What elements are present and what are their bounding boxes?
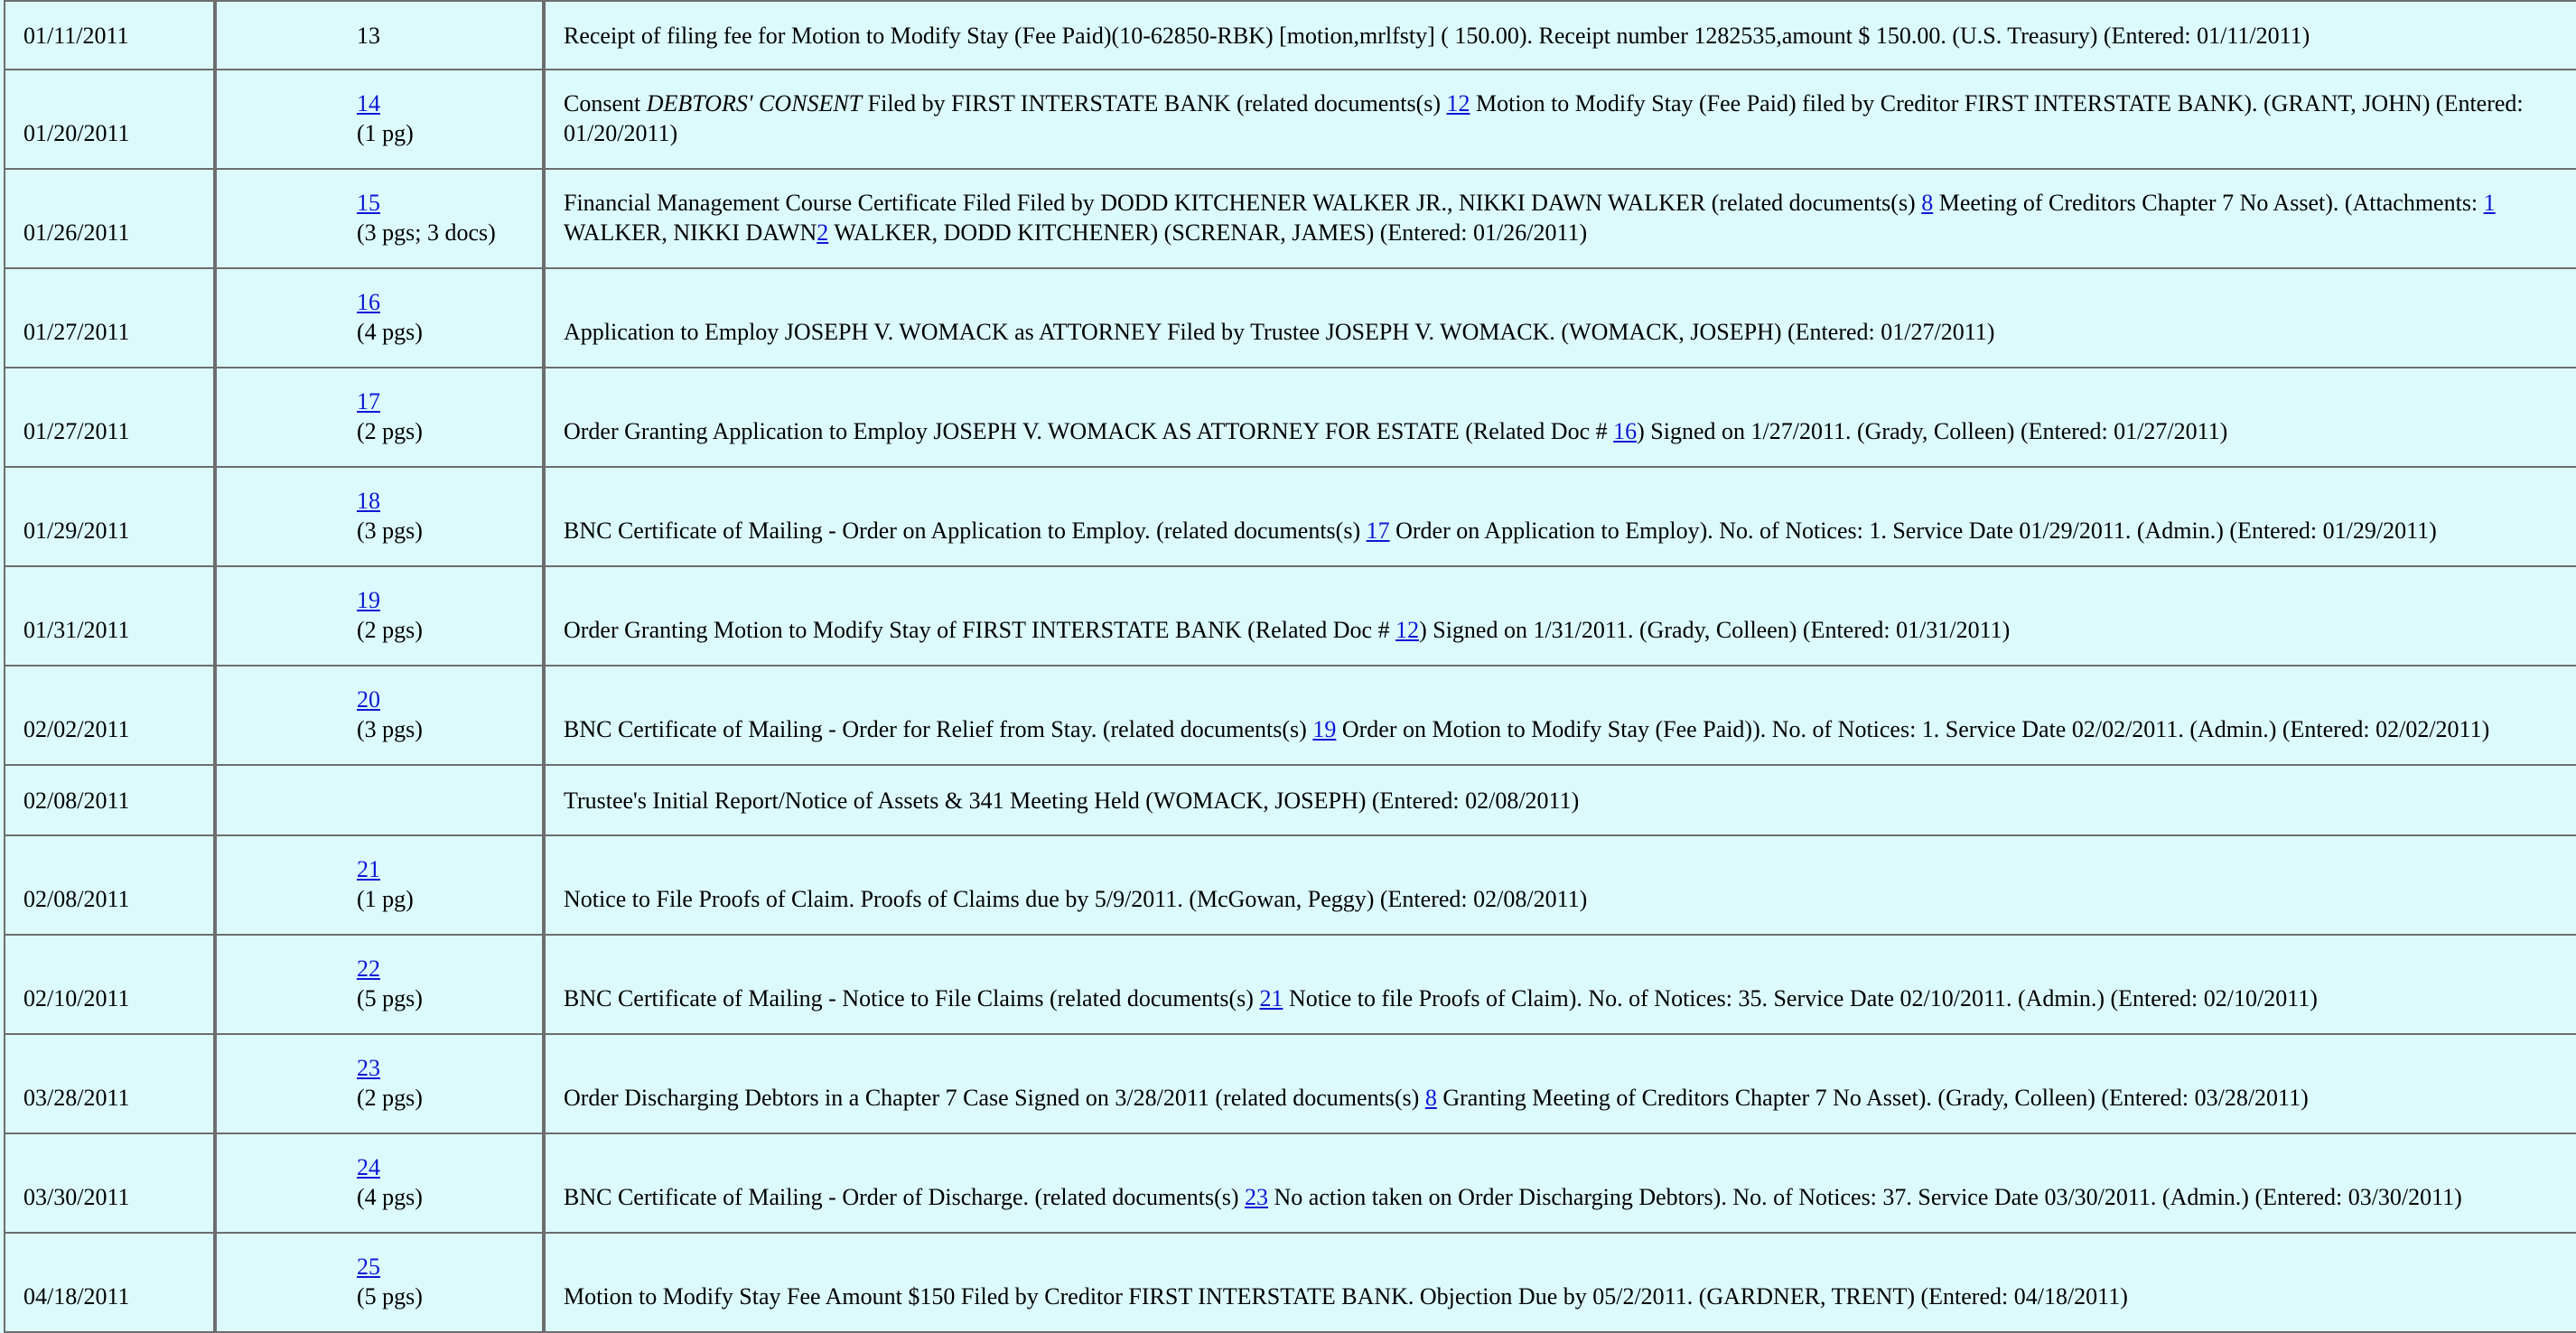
document-number-cell	[215, 1134, 544, 1234]
document-number-cell	[215, 269, 544, 368]
docket-text: Filed by FIRST INTERSTATE BANK (related documents(s)	[862, 90, 1447, 117]
filing-date-cell	[4, 1035, 215, 1134]
document-number-cell	[215, 368, 544, 468]
docket-text-cell	[544, 1234, 2576, 1333]
page-count: (2 pgs)	[357, 1085, 423, 1111]
page-count: (3 pgs; 3 docs)	[357, 219, 496, 246]
document-number-cell	[215, 170, 544, 269]
document-number-link[interactable]: 20	[357, 686, 380, 713]
document-number-cell	[215, 766, 544, 836]
related-document-link[interactable]: 8	[1921, 190, 1934, 216]
docket-row	[4, 567, 2576, 666]
document-number-cell	[215, 70, 544, 170]
document-number-cell	[215, 1035, 544, 1134]
docket-text: BNC Certificate of Mailing - Order on Application to Employ. (related documents(s)	[564, 517, 1367, 544]
docket-text: BNC Certificate of Mailing - Notice to File Claims (related documents(s)	[564, 985, 1260, 1011]
docket-text: Receipt of filing fee for Motion to Modify Stay (Fee Paid)(10-62850-RBK) [motion,mrlfsty] ( 150.00). Receipt number 1282535,amount $ 150.00. (U.S. Treasury) (Entered: 01/11/2011)	[564, 22, 2310, 49]
docket-row	[4, 1134, 2576, 1234]
docket-row	[4, 170, 2576, 269]
related-document-link[interactable]: 17	[1366, 517, 1390, 544]
docket-text: BNC Certificate of Mailing - Order of Discharge. (related documents(s)	[564, 1184, 1245, 1210]
related-document-link[interactable]: 12	[1446, 90, 1470, 117]
document-number-cell	[215, 836, 544, 936]
document-number-link[interactable]: 22	[357, 955, 380, 982]
related-document-link[interactable]: 12	[1395, 617, 1420, 643]
docket-body	[4, 0, 2576, 1333]
filing-date: 01/27/2011	[23, 319, 130, 345]
docket-text: Order Granting Motion to Modify Stay of FIRST INTERSTATE BANK (Related Doc #	[564, 617, 1396, 643]
document-number: 13	[357, 22, 380, 49]
document-number-cell	[215, 468, 544, 567]
docket-text-cell	[544, 170, 2576, 269]
document-number-link[interactable]: 17	[357, 388, 380, 415]
docket-row	[4, 936, 2576, 1035]
document-number-link[interactable]: 21	[357, 856, 380, 882]
filing-date-cell	[4, 70, 215, 170]
related-document-link[interactable]: 23	[1245, 1184, 1268, 1210]
page-count: (3 pgs)	[357, 716, 423, 742]
document-number-link[interactable]: 18	[357, 488, 380, 514]
filing-date: 03/30/2011	[23, 1184, 130, 1210]
filing-date: 01/31/2011	[23, 617, 130, 643]
docket-text: BNC Certificate of Mailing - Order for Relief from Stay. (related documents(s)	[564, 716, 1313, 742]
docket-text-cell	[544, 936, 2576, 1035]
document-number-cell	[215, 666, 544, 766]
filing-date: 02/08/2011	[23, 787, 130, 814]
document-number-cell	[215, 1234, 544, 1333]
docket-text-italic: DEBTORS' CONSENT	[646, 90, 863, 117]
filing-date: 01/20/2011	[23, 120, 130, 146]
filing-date: 01/11/2011	[23, 22, 129, 49]
docket-text: Notice to file Proofs of Claim). No. of Notices: 35. Service Date 02/10/2011. (Admin.) (Entered: 02/10/2011)	[1283, 985, 2318, 1011]
filing-date: 03/28/2011	[23, 1085, 130, 1111]
docket-text-cell	[544, 666, 2576, 766]
docket-text-cell	[544, 766, 2576, 836]
docket-row	[4, 1234, 2576, 1333]
filing-date: 01/29/2011	[23, 517, 130, 544]
docket-text-cell	[544, 368, 2576, 468]
filing-date: 02/10/2011	[23, 985, 130, 1011]
filing-date: 04/18/2011	[23, 1283, 130, 1310]
docket-table	[4, 0, 2576, 1333]
docket-text-cell	[544, 70, 2576, 170]
filing-date: 02/08/2011	[23, 886, 130, 912]
docket-text: Order Granting Application to Employ JOSEPH V. WOMACK AS ATTORNEY FOR ESTATE (Related Doc #	[564, 418, 1614, 444]
filing-date: 01/27/2011	[23, 418, 130, 444]
docket-text: Notice to File Proofs of Claim. Proofs of Claims due by 5/9/2011. (McGowan, Peggy) (Entered: 02/08/2011)	[564, 886, 1588, 912]
related-document-link[interactable]: 21	[1259, 985, 1283, 1011]
docket-text: Financial Management Course Certificate Filed Filed by DODD KITCHENER WALKER JR., NIKKI DAWN WALKER (related documents(s)	[564, 190, 1922, 216]
docket-text: ) Signed on 1/31/2011. (Grady, Colleen) (Entered: 01/31/2011)	[1419, 617, 2011, 643]
filing-date: 01/26/2011	[23, 219, 130, 246]
filing-date: 02/02/2011	[23, 716, 130, 742]
filing-date-cell	[4, 567, 215, 666]
docket-row	[4, 269, 2576, 368]
docket-row	[4, 836, 2576, 936]
docket-text-cell	[544, 1035, 2576, 1134]
document-number-link[interactable]: 25	[357, 1254, 380, 1280]
filing-date-cell	[4, 836, 215, 936]
related-document-link[interactable]: 16	[1613, 418, 1638, 444]
filing-date-cell	[4, 1134, 215, 1234]
docket-text: Motion to Modify Stay (Fee Paid) filed by Creditor FIRST INTERSTATE BANK). (GRANT, JOHN) (Entered: 01/20/2011)	[564, 90, 2524, 146]
docket-row	[4, 70, 2576, 170]
filing-date-cell	[4, 936, 215, 1035]
related-document-link[interactable]: 8	[1424, 1085, 1437, 1111]
document-number-cell	[215, 0, 544, 70]
document-number-link[interactable]: 24	[357, 1154, 380, 1180]
page-count: (2 pgs)	[357, 617, 423, 643]
page-count: (1 pg)	[357, 120, 414, 146]
document-number-cell	[215, 936, 544, 1035]
docket-text-cell	[544, 269, 2576, 368]
related-document-link[interactable]: 19	[1312, 716, 1337, 742]
document-number-cell	[215, 567, 544, 666]
docket-text-cell	[544, 468, 2576, 567]
page-count: (5 pgs)	[357, 985, 423, 1011]
docket-text: Trustee's Initial Report/Notice of Assets & 341 Meeting Held (WOMACK, JOSEPH) (Entered: 02/08/2011)	[564, 787, 1580, 814]
filing-date-cell	[4, 468, 215, 567]
docket-row	[4, 468, 2576, 567]
docket-row	[4, 666, 2576, 766]
docket-text: Motion to Modify Stay Fee Amount $150 Filed by Creditor FIRST INTERSTATE BANK. Objection Due by 05/2/2011. (GARDNER, TRENT) (Entered: 04/18/2011)	[564, 1283, 2128, 1310]
docket-text-cell	[544, 567, 2576, 666]
docket-row	[4, 766, 2576, 836]
docket-text: WALKER, NIKKI DAWN	[564, 219, 817, 246]
related-document-link[interactable]: 2	[817, 219, 829, 246]
filing-date-cell	[4, 1234, 215, 1333]
docket-row	[4, 368, 2576, 468]
filing-date-cell	[4, 368, 215, 468]
docket-text: Application to Employ JOSEPH V. WOMACK as ATTORNEY Filed by Trustee JOSEPH V. WOMACK. (WOMACK, JOSEPH) (Entered: 01/27/2011)	[564, 319, 1995, 345]
docket-row	[4, 0, 2576, 70]
document-number-link[interactable]: 15	[357, 190, 380, 216]
docket-text: Order on Application to Employ). No. of Notices: 1. Service Date 01/29/2011. (Admin.) (Entered: 01/29/2011)	[1389, 517, 2437, 544]
page-count: (4 pgs)	[357, 1184, 423, 1210]
page-count: (2 pgs)	[357, 418, 423, 444]
docket-text: Granting Meeting of Creditors Chapter 7 No Asset). (Grady, Colleen) (Entered: 03/28/2011)	[1436, 1085, 2309, 1111]
docket-text: Order Discharging Debtors in a Chapter 7 Case Signed on 3/28/2011 (related documents(s)	[564, 1085, 1425, 1111]
filing-date-cell	[4, 766, 215, 836]
docket-text: Order on Motion to Modify Stay (Fee Paid)). No. of Notices: 1. Service Date 02/02/2011. (Admin.) (Entered: 02/02/2011)	[1336, 716, 2490, 742]
filing-date-cell	[4, 666, 215, 766]
document-number-link[interactable]: 23	[357, 1055, 380, 1081]
document-number-link[interactable]: 19	[357, 587, 380, 613]
docket-text: ) Signed on 1/27/2011. (Grady, Colleen) (Entered: 01/27/2011)	[1637, 418, 2228, 444]
page-count: (4 pgs)	[357, 319, 423, 345]
docket-text: No action taken on Order Discharging Debtors). No. of Notices: 37. Service Date 03/30/2011. (Admin.) (Entered: 03/30/2011)	[1268, 1184, 2462, 1210]
docket-text: Consent	[564, 90, 647, 117]
docket-text-cell	[544, 1134, 2576, 1234]
filing-date-cell	[4, 170, 215, 269]
related-document-link[interactable]: 1	[2483, 190, 2496, 216]
document-number-link[interactable]: 14	[357, 90, 380, 117]
docket-text-cell	[544, 836, 2576, 936]
page-count: (5 pgs)	[357, 1283, 423, 1310]
docket-row	[4, 1035, 2576, 1134]
page-count: (1 pg)	[357, 886, 414, 912]
filing-date-cell	[4, 269, 215, 368]
filing-date-cell	[4, 0, 215, 70]
docket-text: WALKER, DODD KITCHENER) (SCRENAR, JAMES) (Entered: 01/26/2011)	[828, 219, 1588, 246]
docket-text-cell	[544, 0, 2576, 70]
page-count: (3 pgs)	[357, 517, 423, 544]
document-number-link[interactable]: 16	[357, 289, 380, 315]
docket-text: Meeting of Creditors Chapter 7 No Asset). (Attachments:	[1933, 190, 2484, 216]
